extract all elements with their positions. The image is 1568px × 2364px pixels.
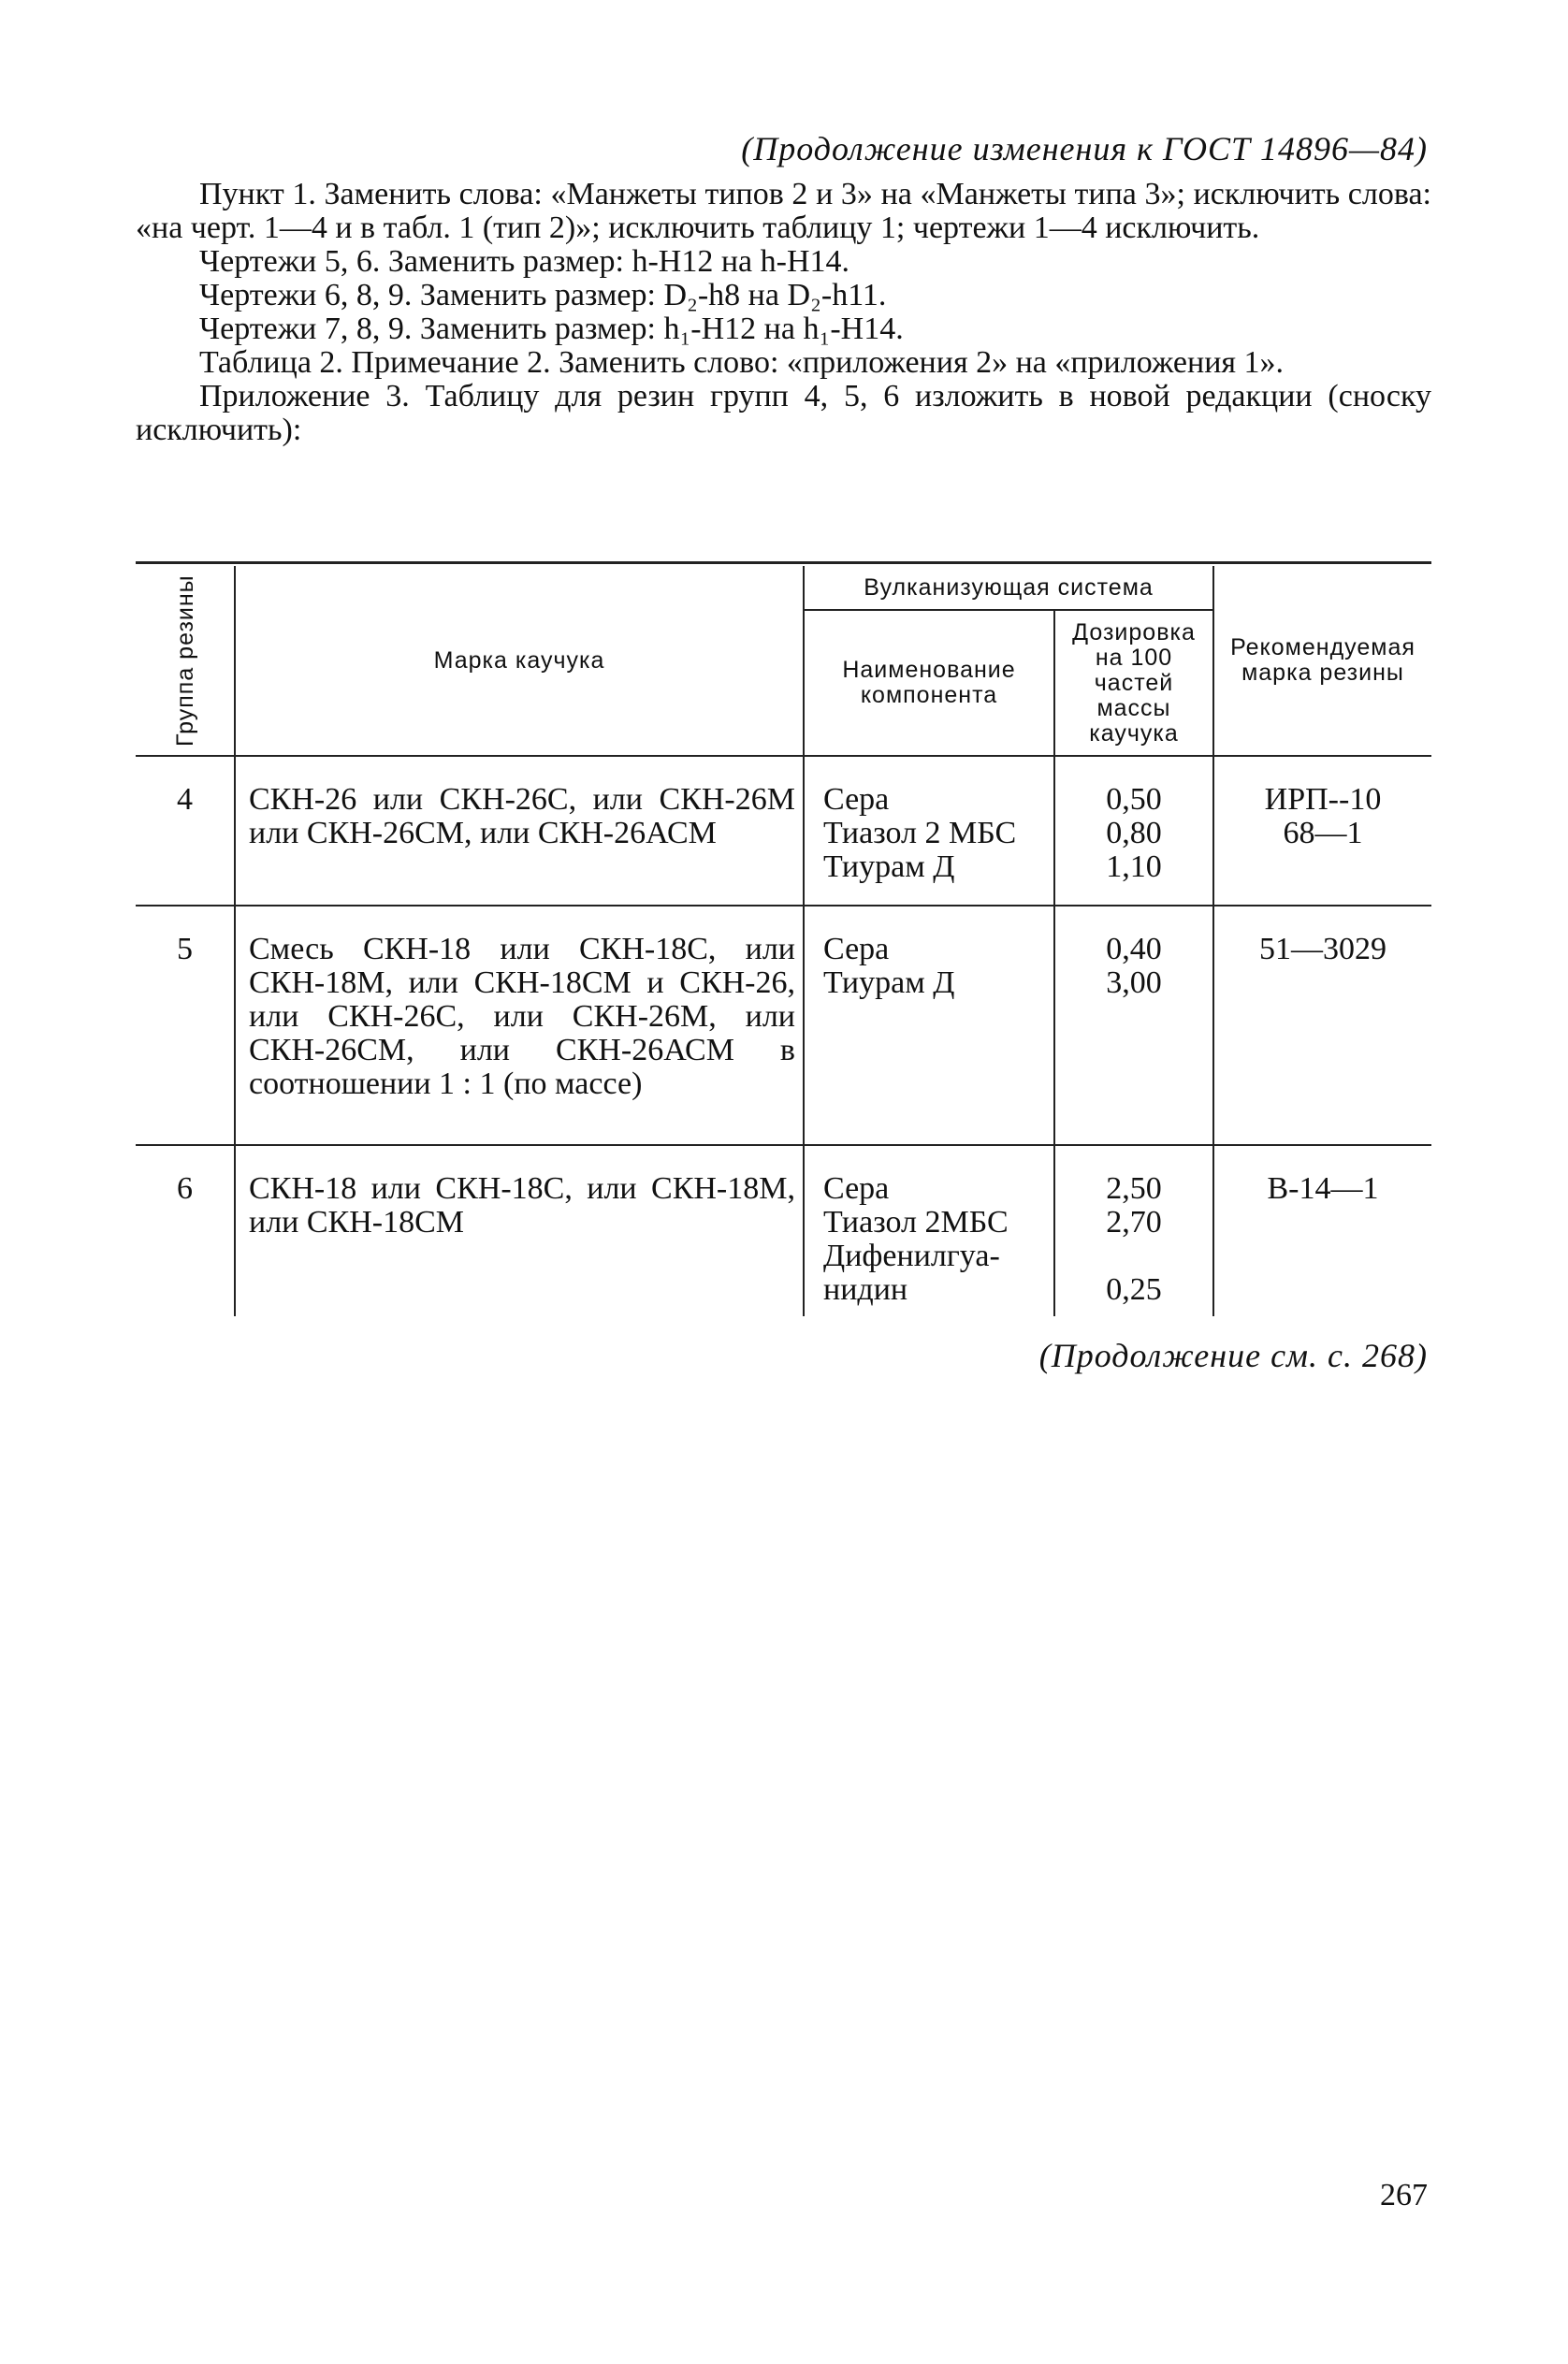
page-number: 267: [1380, 2178, 1428, 2212]
header-grade: Марка каучука: [235, 566, 804, 756]
component-name: Тиазол 2 МБС: [823, 816, 1017, 850]
dosage-value: 2,50: [1106, 1171, 1162, 1206]
dosage-value: 1,10: [1106, 849, 1162, 884]
continuation-footer: (Продолжение см. с. 268): [1038, 1337, 1428, 1374]
recommended-grade: ИРП--1068—1: [1264, 782, 1382, 850]
component-name: Сера: [823, 1171, 890, 1206]
recommended-cell: В-14—1: [1267, 1171, 1379, 1206]
table-row: [136, 756, 1431, 906]
table-top-rule: [136, 561, 1431, 564]
header-recommended: Рекомендуемая марка резины: [1213, 566, 1431, 756]
dosage-cell: [1054, 906, 1213, 1145]
recommended-cell: 51—3029: [1213, 906, 1431, 1145]
dosage-value: 0,50: [1106, 782, 1162, 817]
header-component: Наименование компонента: [804, 610, 1054, 756]
component-name: Сера: [823, 932, 890, 966]
table-row: [136, 906, 1431, 1145]
recommended-cell: [1213, 756, 1431, 906]
component-name: Тиурам Д: [823, 849, 955, 884]
paragraph: Пункт 1. Заменить слова: «Манжеты типов 2 и 3» на «Манжеты типа 3»; исключить слова: «на черт. 1—4 и в табл. 1 (тип 2)»; исключить таблицу 1; чертежи 1—4 исключить.: [136, 177, 1431, 245]
dosage-value: 0,80: [1106, 816, 1162, 850]
component-name: Сера: [823, 782, 890, 817]
group-cell: 6: [136, 1145, 235, 1316]
paragraph: Таблица 2. Примечание 2. Заменить слово: «приложения 2» на «приложения 1».: [199, 345, 1285, 380]
dosage-value: 0,25: [1106, 1272, 1162, 1307]
paragraph: Приложение 3. Таблицу для резин групп 4, 5, 6 изложить в новой редакции (сноску исключить):: [136, 379, 1431, 447]
paragraph: Чертежи 7, 8, 9. Заменить размер: h₁-H12 на h₁-H14.: [199, 312, 904, 346]
component-cell: [804, 1145, 1054, 1316]
component-name: Тиурам Д: [823, 965, 955, 1000]
dosage-value: 2,70: [1106, 1205, 1162, 1240]
dosage-cell: [1054, 1145, 1213, 1316]
grade-cell: СКН-18 или СКН-18С, или СКН-18М, или СКН-18СМ: [235, 1145, 804, 1316]
rubber-groups-table: [136, 566, 1431, 1316]
body-text: [136, 178, 1431, 447]
grade-cell: СКН-26 или СКН-26С, или СКН-26М или СКН-26СМ, или СКН-26АСМ: [235, 756, 804, 906]
header-vulcanizing-system: Вулканизующая система: [804, 566, 1213, 610]
dosage-cell: [1054, 756, 1213, 906]
dosage-value: 3,00: [1106, 965, 1162, 1000]
dosage-value: 0,40: [1106, 932, 1162, 966]
paragraph: Чертежи 6, 8, 9. Заменить размер: D₂-h8 на D₂-h11.: [199, 278, 887, 312]
component-name: Тиазол 2МБС: [823, 1205, 1009, 1240]
paragraph: Чертежи 5, 6. Заменить размер: h-H12 на h-H14.: [199, 244, 849, 279]
component-cell: [804, 906, 1054, 1145]
component-name: Дифенилгуа-нидин: [823, 1239, 1000, 1307]
component-cell: [804, 756, 1054, 906]
continuation-header: (Продолжение изменения к ГОСТ 14896—84): [741, 130, 1428, 167]
group-cell: 5: [136, 906, 235, 1145]
grade-cell: Смесь СКН-18 или СКН-18С, или СКН-18М, или СКН-18СМ и СКН-26, или СКН-26С, или СКН-26М, или СКН-26СМ, или СКН-26АСМ в соотношении 1 : 1 (по массе): [235, 906, 804, 1145]
header-group: Группа резины: [136, 566, 235, 756]
header-dosage: Дозировка на 100 частей массы каучука: [1054, 610, 1213, 756]
table-row: [136, 1145, 1431, 1316]
group-cell: 4: [136, 756, 235, 906]
